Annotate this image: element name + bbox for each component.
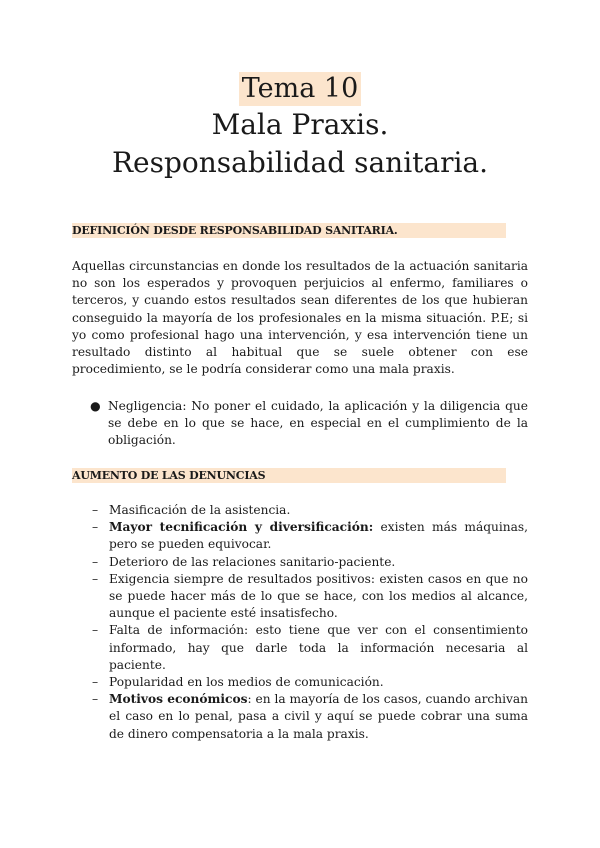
list-item: [72, 554, 528, 571]
denuncias-list: [72, 502, 528, 743]
section-heading-definition: DEFINICIÓN DESDE RESPONSABILIDAD SANITARIA.: [72, 223, 506, 238]
item-bold-text: Mayor tecnificación y diversificación:: [109, 520, 374, 535]
item-text: Masificación de la asistencia.: [109, 503, 291, 517]
item-text: Deterioro de las relaciones sanitario-paciente.: [109, 554, 396, 569]
section-heading-denuncias: AUMENTO DE LAS DENUNCIAS: [72, 468, 506, 483]
title-line-2: Responsabilidad sanitaria.: [111, 146, 489, 179]
list-item: [72, 674, 528, 691]
dash-marker: –: [92, 520, 99, 535]
dash-marker: –: [92, 675, 99, 690]
item-bold-text: Motivos económicos: [109, 692, 248, 707]
item-text: Falta de información: esto tiene que ver con el consentimiento informado, hay que darle toda la información necesaria al paciente.: [109, 623, 528, 672]
list-item: [72, 519, 528, 553]
bullet-text: Negligencia: No poner el cuidado, la aplicación y la diligencia que se debe en lo que se hace, en especial en el cumplimiento de la obligación.: [108, 399, 528, 448]
item-text: Popularidad en los medios de comunicación.: [109, 675, 384, 690]
item-text: : en la mayoría de los casos, cuando archivan el caso en lo penal, pasa a civil y aquí se puede cobrar una suma de dinero compensatoria a la mala praxis.: [109, 692, 528, 741]
definition-paragraph: Aquellas circunstancias en donde los resultados de la actuación sanitaria no son los esperados y provoquen perjuicios al enfermo, familiares o terceros, y cuando estos resultados sean diferentes de los que hubieran conseguido la mayoría de los profesionales en la misma situación. P.E; si yo como profesional hago una intervención, y esa intervención tiene un resultado distinto al habitual que se suele obtener con ese procedimiento, se le podría considerar como una mala praxis.: [72, 259, 528, 377]
dash-marker: –: [92, 692, 99, 707]
list-item: [72, 398, 528, 450]
item-text: existen más máquinas, pero se pueden equivocar.: [109, 520, 529, 552]
dash-marker: –: [92, 623, 99, 638]
dash-marker: –: [92, 554, 99, 569]
title-line-1: Mala Praxis.: [211, 108, 389, 141]
dash-marker: –: [92, 571, 99, 586]
bullet-marker: ●: [90, 399, 101, 413]
title-block: [0, 72, 600, 182]
list-item: [72, 691, 528, 743]
list-item: [72, 502, 528, 519]
list-item: [72, 622, 528, 674]
definition-bullet-list: [72, 398, 528, 450]
dash-marker: –: [92, 503, 99, 517]
item-text: Exigencia siempre de resultados positivos: existen casos en que no se puede hacer más de lo que se hace, con los medios al alcance, aunque el paciente esté insatisfecho.: [109, 571, 528, 621]
topic-number: Tema 10: [239, 72, 362, 106]
list-item: [72, 571, 528, 623]
